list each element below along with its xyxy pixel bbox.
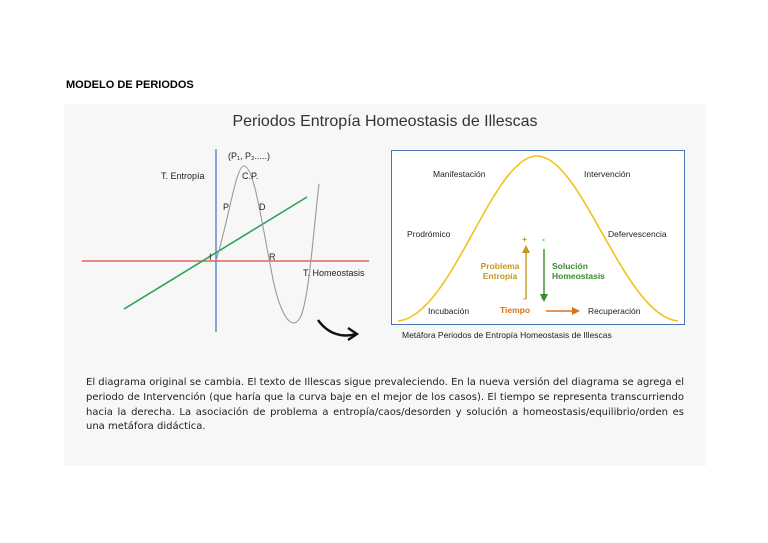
minus-bottom-label: -	[523, 293, 526, 303]
solucion-line1: Solución	[552, 261, 588, 271]
explanation-paragraph: El diagrama original se cambia. El texto de Illescas sigue prevaleciendo. En la nueva versión del diagrama se agrega el periodo de Intervención (que haría que la curva baje en el mejor de los casos). El tiempo se representa transcurriendo hacia la derecha. La asociación de problema a entropía/caos/desorden y solución a homeostasis/equilibrio/orden es una metáfora didáctica.	[86, 377, 684, 433]
section-heading: MODELO DE PERIODOS	[66, 79, 194, 91]
d-label: D	[259, 202, 266, 212]
r-label: R	[269, 252, 276, 262]
problema-label	[478, 261, 522, 281]
i-label: I	[209, 252, 212, 262]
curved-arrow-icon	[314, 314, 364, 344]
tiempo-arrow-head	[572, 307, 580, 315]
incubacion-label: Incubación	[428, 306, 470, 316]
p-label: P	[223, 202, 230, 212]
cp-label: C.P.	[242, 171, 259, 181]
manifestacion-label: Manifestación	[433, 169, 486, 179]
defervescencia-label: Defervescencia	[608, 229, 667, 239]
minus-top-label: -	[542, 234, 545, 244]
intervencion-label: Intervención	[584, 169, 631, 179]
figure-image	[64, 104, 706, 466]
recuperacion-label: Recuperación	[588, 306, 641, 316]
solucion-line2: Homeostasis	[552, 271, 605, 281]
figure-caption: Metáfora Periodos de Entropía Homeostasis de Illescas	[402, 330, 612, 340]
entropy-axis-label: T. Entropía	[161, 171, 205, 181]
solucion-label	[552, 261, 605, 281]
original-diagram	[64, 104, 384, 334]
problema-arrow-head	[522, 245, 530, 253]
figure-title: Periodos Entropía Homeostasis de Illescas	[232, 113, 538, 130]
p-series-label: (P₁, P₂.....)	[228, 151, 271, 161]
tiempo-label: Tiempo	[500, 305, 531, 315]
prodromico-label: Prodrómico	[407, 229, 451, 239]
homeostasis-axis-label: T. Homeostasis	[303, 268, 365, 278]
sine-curve	[216, 166, 319, 323]
plus-bottom-label: +	[541, 293, 546, 303]
problema-line1: Problema	[480, 261, 520, 271]
plus-top-label: +	[522, 234, 527, 244]
metaphor-diagram	[391, 150, 685, 325]
problema-line2: Entropía	[482, 271, 518, 281]
